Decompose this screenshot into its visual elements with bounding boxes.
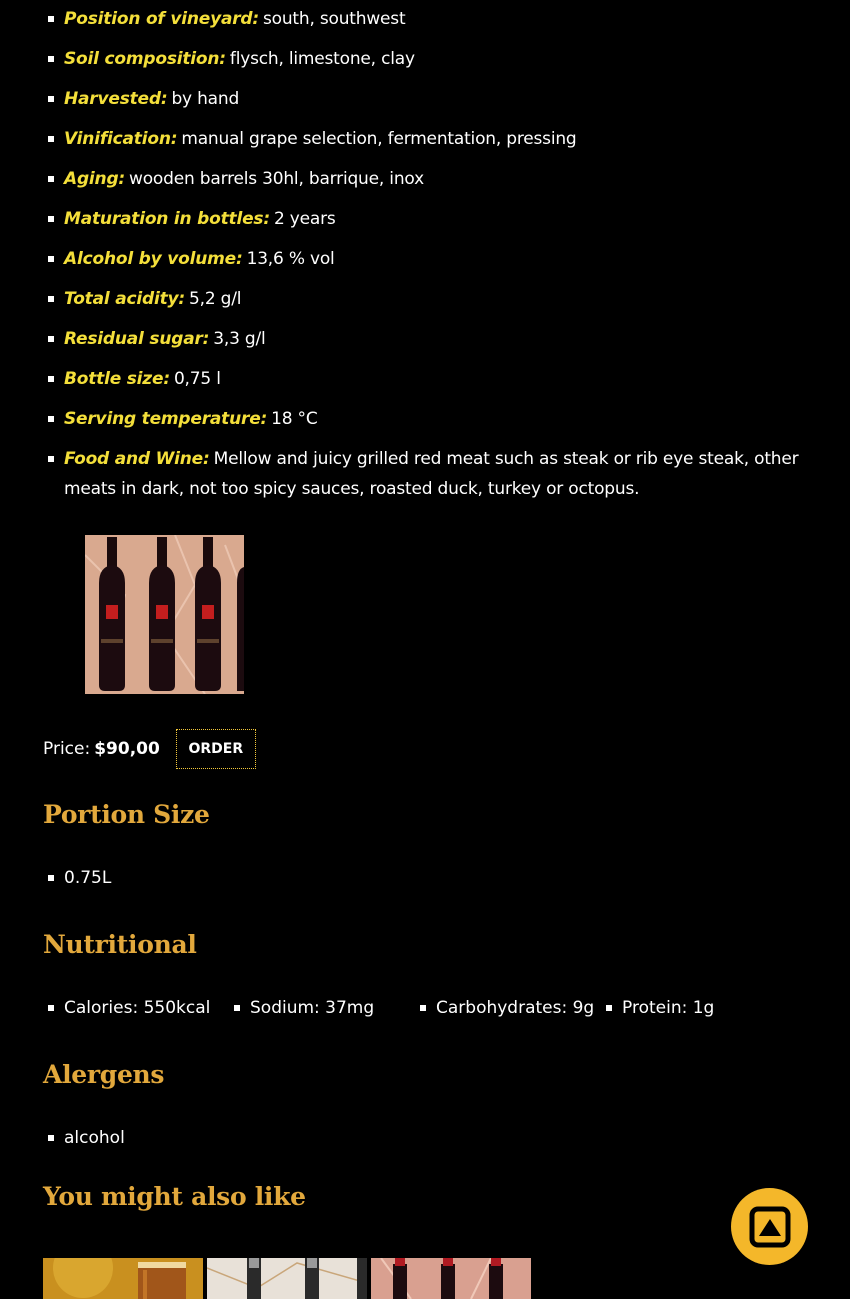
order-button[interactable]: ORDER	[176, 729, 256, 769]
sodium-value: Sodium: 37mg	[250, 998, 375, 1018]
bullet-icon	[48, 376, 54, 382]
spec-position	[46, 4, 806, 34]
spec-value: Mellow and juicy grilled red meat such as steak or rib eye steak, other meats in dark, not too spicy sauces, roasted duck, turkey or octopus.	[64, 449, 799, 499]
bullet-icon	[48, 875, 54, 881]
portion-size-heading: Portion Size	[43, 800, 210, 829]
bullet-icon	[48, 416, 54, 422]
list-item	[46, 863, 111, 893]
spec-acidity	[46, 284, 806, 314]
spec-soil	[46, 44, 806, 74]
spec-food-and-wine	[46, 444, 806, 504]
related-product-thumb-wine-red[interactable]	[371, 1258, 531, 1299]
spec-value: 18 °C	[271, 409, 318, 429]
list-item	[46, 1123, 125, 1153]
bullet-icon	[48, 456, 54, 462]
bullet-icon	[48, 1005, 54, 1011]
bullet-icon	[48, 216, 54, 222]
list-item	[418, 993, 604, 1023]
bullet-icon	[48, 16, 54, 22]
scroll-to-top-button[interactable]	[731, 1188, 808, 1265]
nutritional-heading: Nutritional	[43, 930, 197, 959]
spec-value: manual grape selection, fermentation, pressing	[181, 129, 577, 149]
list-item	[46, 993, 232, 1023]
spec-label: Food and Wine:	[64, 449, 210, 469]
spec-value: 2 years	[273, 209, 336, 229]
bullet-icon	[48, 56, 54, 62]
allergen-value: alcohol	[64, 1128, 125, 1148]
spec-label: Alcohol by volume:	[64, 249, 243, 269]
allergens-heading: Alergens	[43, 1060, 165, 1089]
spec-value: 5,2 g/l	[189, 289, 242, 309]
list-item	[232, 993, 418, 1023]
related-products	[43, 1258, 531, 1299]
spec-label: Serving temperature:	[64, 409, 268, 429]
bullet-icon	[48, 1135, 54, 1141]
spec-harvested	[46, 84, 806, 114]
allergens-list	[46, 1123, 125, 1153]
spec-label: Residual sugar:	[64, 329, 210, 349]
related-product-thumb-wine-white[interactable]	[207, 1258, 367, 1299]
spec-label: Bottle size:	[64, 369, 170, 389]
beer-image	[43, 1258, 203, 1299]
related-product-thumb-beer[interactable]	[43, 1258, 203, 1299]
spec-label: Harvested:	[64, 89, 168, 109]
spec-label: Soil composition:	[64, 49, 226, 69]
scroll-to-top-icon	[748, 1205, 792, 1249]
product-image[interactable]	[85, 535, 244, 694]
related-products-heading: You might also like	[43, 1182, 306, 1211]
protein-value: Protein: 1g	[622, 998, 715, 1018]
nutritional-list	[46, 993, 714, 1023]
wine-specs-list	[46, 4, 806, 514]
price-value: $90,00	[94, 739, 160, 759]
spec-value: 3,3 g/l	[213, 329, 266, 349]
price-label: Price:	[43, 739, 91, 759]
bullet-icon	[234, 1005, 240, 1011]
spec-sugar	[46, 324, 806, 354]
spec-bottle-size	[46, 364, 806, 394]
spec-value: wooden barrels 30hl, barrique, inox	[129, 169, 424, 189]
spec-value: by hand	[171, 89, 240, 109]
bullet-icon	[48, 296, 54, 302]
spec-serving-temp	[46, 404, 806, 434]
calories-value: Calories: 550kcal	[64, 998, 211, 1018]
wine-bottles-image	[207, 1258, 367, 1299]
spec-label: Vinification:	[64, 129, 178, 149]
spec-value: 13,6 % vol	[246, 249, 335, 269]
bullet-icon	[48, 256, 54, 262]
bullet-icon	[606, 1005, 612, 1011]
bullet-icon	[48, 336, 54, 342]
bullet-icon	[48, 96, 54, 102]
wine-bottles-image	[85, 535, 244, 694]
portion-size-value: 0.75L	[64, 868, 112, 888]
spec-aging	[46, 164, 806, 194]
wine-bottles-image	[371, 1258, 531, 1299]
price-row	[43, 728, 256, 770]
spec-value: flysch, limestone, clay	[229, 49, 415, 69]
spec-maturation	[46, 204, 806, 234]
spec-value: 0,75 l	[173, 369, 221, 389]
carbohydrates-value: Carbohydrates: 9g	[436, 998, 595, 1018]
spec-alcohol	[46, 244, 806, 274]
spec-label: Total acidity:	[64, 289, 186, 309]
portion-size-list	[46, 863, 111, 893]
spec-vinification	[46, 124, 806, 154]
bullet-icon	[48, 176, 54, 182]
spec-value: south, southwest	[262, 9, 406, 29]
spec-label: Aging:	[64, 169, 126, 189]
list-item	[604, 993, 714, 1023]
bullet-icon	[420, 1005, 426, 1011]
bullet-icon	[48, 136, 54, 142]
spec-label: Maturation in bottles:	[64, 209, 270, 229]
spec-label: Position of vineyard:	[64, 9, 259, 29]
